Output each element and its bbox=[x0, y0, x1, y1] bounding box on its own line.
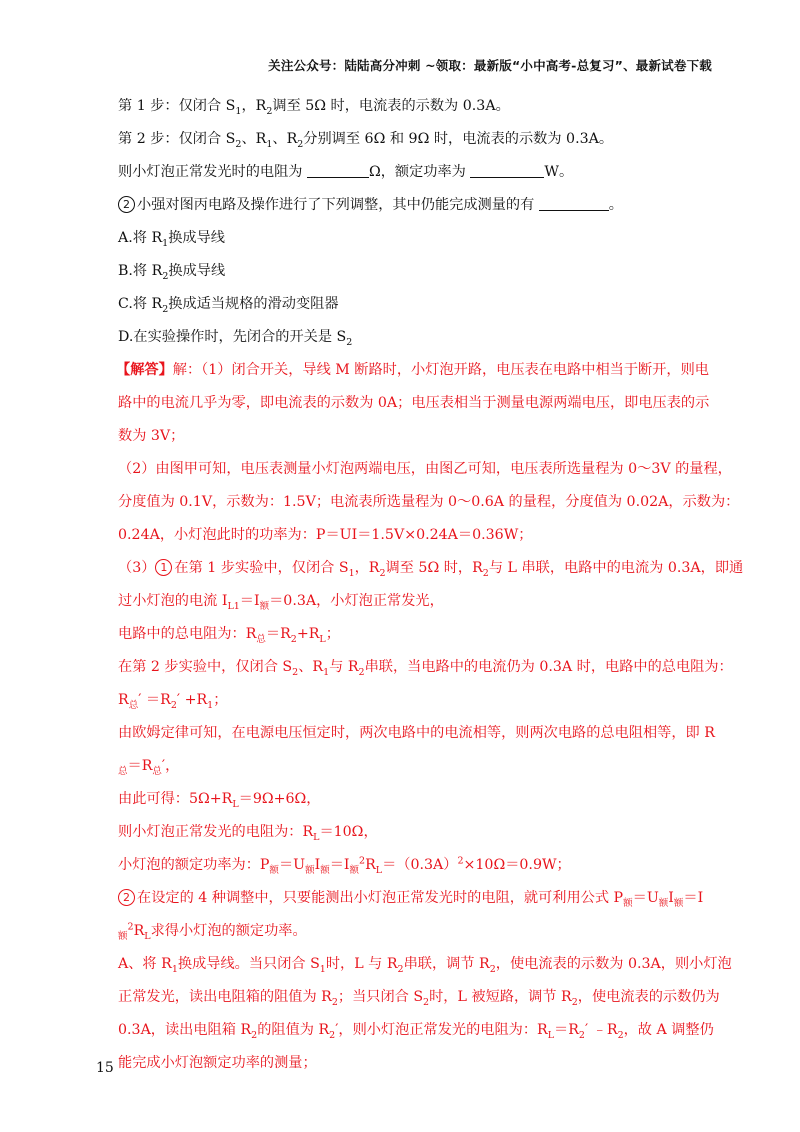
question1-line: 则小灯泡正常发光时的电阻为 Ω，额定功率为 W。 bbox=[118, 164, 574, 180]
answer-tag: 【解答】 bbox=[116, 362, 173, 378]
answer-line-20: 正常发光，读出电阻箱的阻值为 $R_2$；当只闭合 $S_2$时，L 被短路，调节 $R_2$，使电流表的示数仍为 bbox=[118, 989, 720, 1008]
answer-line-7: （3） 1 在第 1 步实验中，仅闭合 $S_1$，$R_2$调至 5Ω 时，$R_2$与 L 串联，电路中的电流为 0.3A，即通 bbox=[118, 560, 744, 579]
question2-line: 2 小强对图丙电路及操作进行了下列调整，其中仍能完成测量的有 。 bbox=[118, 195, 718, 215]
page-header: 关注公众号：陆陆高分冲刺 ~领取：最新版“小中高考-总复习”、最新试卷下载 bbox=[268, 58, 712, 73]
answer-blank-choices[interactable] bbox=[539, 196, 609, 211]
answer-blank-power[interactable] bbox=[470, 163, 544, 178]
option-b: B.将 $R_2$换成导线 bbox=[118, 263, 226, 282]
option-a: A.将 $R_1$换成导线 bbox=[118, 230, 225, 249]
answer-line-1: 【解答】解：（1）闭合开关，导线 M 断路时，小灯泡开路，电压表在电路中相当于断开，则电 bbox=[116, 362, 709, 378]
circled-number-2: 2 bbox=[118, 889, 135, 906]
step2-line: 第 2 步：仅闭合 $S_2$、$R_1$、$R_2$分别调至 6Ω 和 9Ω 时，电流表的示数为 0.3A。 bbox=[118, 131, 614, 150]
answer-line-4: （2）由图甲可知，电压表测量小灯泡两端电压，由图乙可知，电压表所选量程为 0～3V 的量程， bbox=[118, 461, 732, 477]
page-content bbox=[116, 96, 744, 1073]
answer-line-22: 能完成小灯泡额定功率的测量； bbox=[118, 1055, 317, 1071]
answer-blank-resistance[interactable] bbox=[307, 163, 369, 178]
answer-line-13: $_总=R_总'$， bbox=[118, 758, 180, 777]
option-c: C.将 $R_2$换成适当规格的滑动变阻器 bbox=[118, 296, 339, 315]
answer-line-18: $_额^2R_L$求得小灯泡的额定功率。 bbox=[118, 921, 307, 942]
answer-line-11: $R_总' =R_2' +R_1$； bbox=[118, 692, 228, 711]
answer-line-15: 则小灯泡正常发光的电阻为：$R_L=10\Omega$， bbox=[118, 824, 378, 843]
answer-line-5: 分度值为 0.1V，示数为：1.5V；电流表所选量程为 0～0.6A 的量程，分度值为 0.02A，示数为： bbox=[118, 494, 740, 510]
answer-line-21: 0.3A，读出电阻箱 $R_2$的阻值为 $R_2'$，则小灯泡正常发光的电阻为：$R_L=R_2'$ $﹣R_2$，故 A 调整仍 bbox=[118, 1022, 714, 1041]
answer-line-8: 过小灯泡的电流 $I_{L1}=I_额=0.3A$，小灯泡正常发光， bbox=[118, 593, 444, 612]
step1-line: 第 1 步：仅闭合 $S_1$，$R_2$调至 5Ω 时，电流表的示数为 0.3A。 bbox=[118, 98, 510, 117]
answer-line-3: 数为 3V； bbox=[118, 428, 185, 444]
answer-line-2: 路中的电流几乎为零，即电流表的示数为 0A；电压表相当于测量电源两端电压，即电压表的示 bbox=[118, 395, 710, 411]
answer-line-6: 0.24A，小灯泡此时的功率为：P＝UI＝1.5V×0.24A＝0.36W； bbox=[118, 527, 533, 543]
circled-number-1: 1 bbox=[155, 559, 172, 576]
answer-line-12: 由欧姆定律可知，在电源电压恒定时，两次电路中的电流相等，则两次电路的总电阻相等，即 R bbox=[118, 725, 715, 741]
circled-number-2: 2 bbox=[118, 196, 135, 213]
answer-line-16: 小灯泡的额定功率为：$P_额=U_额I_额=I_额^2R_L=(0.3A)^2\times 10\Omega=0.9W$； bbox=[118, 855, 571, 876]
option-d: D.在实验操作时，先闭合的开关是 $S_2$ bbox=[118, 329, 353, 348]
answer-line-14: 由此可得：$5\Omega+R_L=9\Omega+6\Omega$， bbox=[118, 791, 321, 810]
answer-line-17: 2 在设定的 4 种调整中，只要能测出小灯泡正常发光时的电阻，就可利用公式 $P_额=U_额I_额=I$ bbox=[118, 888, 718, 908]
answer-section bbox=[116, 360, 744, 1073]
answer-line-19: A、将 $R_1$换成导线。当只闭合 $S_1$时，L 与 $R_2$串联，调节 $R_2$，使电流表的示数为 0.3A，则小灯泡 bbox=[118, 956, 732, 975]
answer-line-10: 在第 2 步实验中，仅闭合 $S_2$、$R_1$与 $R_2$串联，当电路中的电流仍为 0.3A 时，电路中的总电阻为： bbox=[118, 659, 733, 678]
page-number: 15 bbox=[96, 1060, 114, 1076]
answer-line-9: 电路中的总电阻为：$R_总=R_2+R_L$； bbox=[118, 626, 340, 645]
